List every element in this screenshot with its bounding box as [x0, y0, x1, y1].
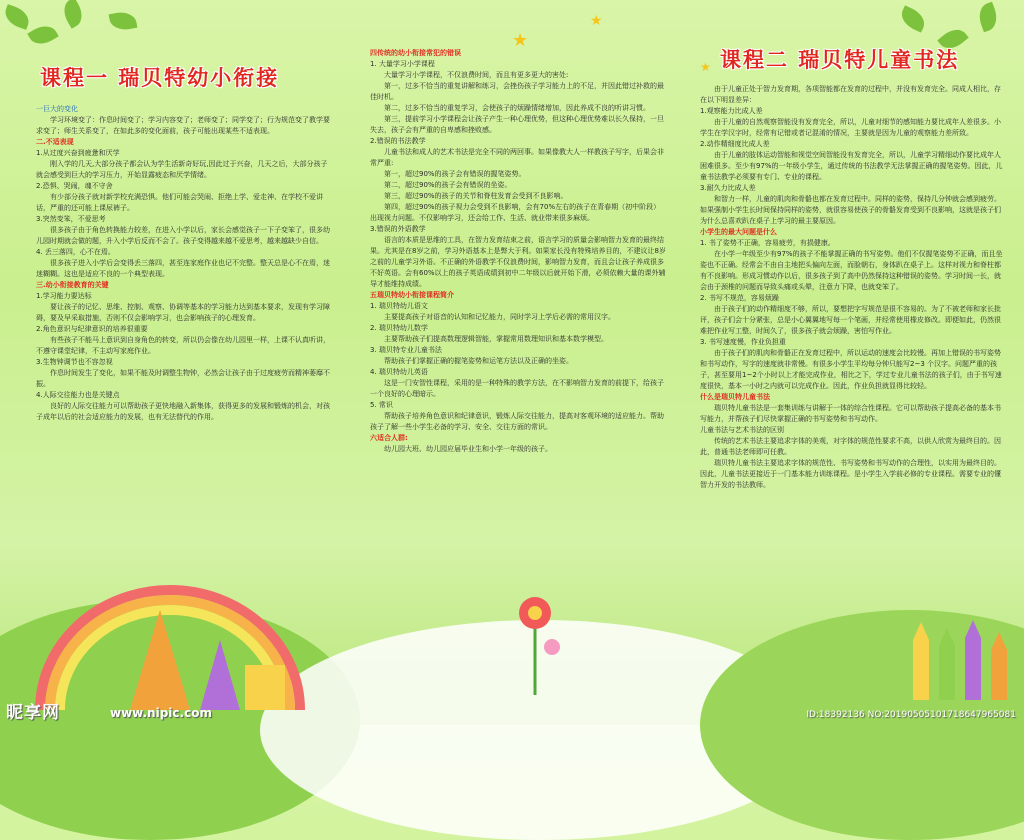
section-heading: 一巨大的变化: [36, 105, 78, 113]
section-heading: 六适合人群:: [370, 434, 408, 442]
paragraph: 2.恐惧、哭闹，魂不守舍: [36, 182, 113, 190]
paragraph: 第一，超过90%的孩子会有错误的握笔姿势。: [384, 170, 526, 178]
watermark-brand: 昵享网: [6, 703, 60, 723]
paragraph: 2.角色意识与纪律意识的培养很重要: [36, 325, 148, 333]
paragraph: 幼儿园大班、幼儿园应届毕业生和小学一年级的孩子。: [384, 445, 552, 453]
paragraph: 有少部分孩子就对新学校充满恐惧。他们可能会哭闹、拒绝上学、爱走神、在学校不爱讲话，严重的还可能上课尿裤子。: [36, 193, 323, 212]
paragraph: 1.观察能力比成人差: [700, 107, 763, 115]
section-heading: 二.不适表现: [36, 138, 74, 146]
paragraph: 1.学习能力要达标: [36, 292, 92, 300]
paragraph: 刚入学的几天,大部分孩子都会认为学生活新奇好玩,因此过于兴奋，几天之后，大部分孩子就会感受到巨大的学习压力，开始显露疲态和厌学情绪。: [36, 160, 328, 179]
left-panel: [0, 0, 340, 725]
paragraph: 大量学习小学课程，不仅浪费时间，而且有更多更大的害处:: [384, 71, 569, 79]
paragraph: 由于孩子们的动作精细度不够，所以，要想把字写规范是很不容易的。为了不被老师和家长批评，孩子们会十分紧张，总是小心翼翼地写每一个笔画，并经常使用橡皮修改。即便如此，仍然很难把作业写工整，时间久了，很多孩子就会烦躁，害怕写作业。: [700, 305, 1001, 335]
paragraph: 很多孩子由于角色转换能力较差，在进入小学以后，家长会感觉孩子一下子变笨了，很多幼儿园时期就会做的题，升入小学后反而不会了。孩子变得越来越不爱思考，越来越缺少自信。: [36, 226, 330, 245]
paragraph: 瑞贝特儿童书法主要追求字体的规范性、书写姿势和书写动作的合理性，以实用为最终目的。因此，儿童书法更接近于一门基本能力训练课程。是小学生入学前必修的专业课程。需要专业的懂智力开发的书法教师。: [700, 459, 1001, 489]
paragraph: 1. 书了姿势不正确，容易疲劳，有损健康。: [700, 239, 835, 247]
section-heading: 五瑞贝特幼小衔接课程简介: [370, 291, 454, 299]
paragraph: 第三，提前学习小学课程会让孩子产生一种心理优势，但这种心理优势难以长久保持，一旦失去，孩子会有严重的自卑感和挫败感。: [370, 115, 664, 134]
star-icon: ★: [512, 30, 529, 51]
paragraph: 良好的人际交往能力可以帮助孩子更快地融入新集体，获得更多的发展和锻炼的机会，对孩子成年以后的社会适应能力的发展，也有无法替代的作用。: [36, 402, 330, 421]
paragraph: 儿童书法和成人的艺术书法是完全不同的两回事。如果像教大人一样教孩子写字，后果会非常严重:: [370, 148, 664, 167]
paragraph: 3.耐久力比成人差: [700, 184, 756, 192]
paragraph: 4. 瑞贝特幼儿英语: [370, 368, 428, 376]
watermark-id: ID:18392136 NO:20190505101718647965081: [806, 710, 1016, 720]
section-heading: 什么是瑞贝特儿童书法: [700, 393, 770, 401]
paragraph: 3. 瑞贝特专业儿童书法: [370, 346, 442, 354]
paragraph: 1. 瑞贝特幼儿语文: [370, 302, 428, 310]
paragraph: 语言的本质是思维的工具，在智力发育结束之前，语言学习的质量会影响智力发育的最终结果。尤其是在8岁之前，学习外语基本上是弊大于利。如果家长没有特殊培养目的，不建议让8岁之前的儿童学习外语。不正确的外语教学不仅浪费时间，影响智力发育，而且会让孩子养成很多不好英语。会有60%以上的孩子英语成绩到初中二年级以后就开始下滑，必须依赖大量的课外辅导才能维持成绩。: [370, 236, 666, 288]
paragraph: 很多孩子进入小学后会变得丢三落四，甚至连家庭作业也记不完整。整天总是心不在焉，迷迷糊糊。这也是适应不良的一个典型表现。: [36, 259, 330, 278]
paragraph: 第三，超过90%的孩子的关节和脊柱发育会受到不良影响。: [384, 192, 568, 200]
paragraph: 和智力一样，儿童的肌肉和骨骼也都在发育过程中。同样的姿势，保持几分钟就会感到疲劳。如果强制小学生长时间保持同样的姿势，就很容易使孩子的骨骼发育受到不良影响，这就是孩子们为什么总喜欢趴在桌子上学习的最主要原因。: [700, 195, 1001, 225]
star-icon: ★: [590, 13, 603, 29]
paragraph: 儿童书法与艺术书法的区别: [700, 426, 784, 434]
paragraph: 由于儿童的肢体运动智能和视觉空间智能没有发育完全，所以，儿童学习精细动作要比成年人困难很多。至少有97%的一年级小学生，通过传统的书法教学无法掌握正确的握笔姿势。因此，儿童书法教学必须要有专门、专业的课程。: [700, 151, 1003, 181]
section-heading: 小学生的最大问题是什么: [700, 228, 777, 236]
paragraph: 3.突然变笨，不爱思考: [36, 215, 106, 223]
paragraph: 主要帮助孩子们提高数理逻辑智能，掌握常用数理知识和基本数学模型。: [384, 335, 608, 343]
course-one-title: 课程一 瑞贝特幼小衔接: [40, 65, 280, 90]
paragraph: 2.动作精细度比成人差: [700, 140, 770, 148]
paragraph: 由于孩子们的肌肉和骨骼正在发育过程中，所以运动的速度会比较慢。再加上错误的书写姿势和书写动作，写字的速度就非常慢。有很多小学生平均每分钟只能写2~3 个汉字。问题严重的孩子，甚至要用1~2个小时以上才能完成作业，相比之下，学过专业儿童书法的孩子们，由于书写速度很快，基本一小时之内就可以完成作业。因此，作业负担就显得比较轻。: [700, 349, 1002, 390]
course-two-title: 课程二 瑞贝特儿童书法: [720, 47, 960, 72]
paragraph: 在小学一年级至少有97%的孩子不能掌握正确的书写姿势。他们不仅握笔姿势不正确，而且坐姿也不正确。经常会不由自主地把头偏向左面，而脸朝右，身体趴在桌子上。这样对视力和脊柱都有不良影响。形成习惯动作以后，很多孩子到了高中仍然保持这种错误的姿势。学习时间一长，就会由于颈椎的问题而导致头痛或头晕，注意力下降，也就变笨了。: [700, 250, 1003, 291]
paragraph: 5. 常识: [370, 401, 393, 409]
paragraph: 作息时间发生了变化，如果不能及时调整生物钟，必然会让孩子由于过度疲劳而精神萎靡不振。: [36, 369, 330, 388]
right-panel-body: [700, 84, 1004, 491]
paragraph: 要让孩子的记忆、思维、控制、观察、协调等基本的学习能力达到基本要求，发现有学习障碍，要及早采取措施，否则不仅会影响学习，也会影响孩子的心理发育。: [36, 303, 330, 322]
paragraph: 1.从过度兴奋到疲惫和厌学: [36, 149, 120, 157]
paragraph: 由于儿童正处于智力发育期，各项智能都在发育的过程中，并没有发育完全。同成人相比，存在以下明显差异：: [700, 85, 1001, 104]
star-icon: ★: [700, 60, 711, 74]
paragraph: 帮助孩子们掌握正确的握笔姿势和运笔方法以及正确的坐姿。: [384, 357, 573, 365]
paragraph: 4. 丢三落四，心不在焉。: [36, 248, 115, 256]
watermark-url: www.nipic.com: [110, 706, 212, 720]
paragraph: 3. 书写速度慢，作业负担重: [700, 338, 786, 346]
paragraph: 第二，超过90%的孩子会有错误的坐姿。: [384, 181, 512, 189]
paragraph: 传统的艺术书法主要追求字体的美观，对字体的规范性要求不高，以供人欣赏为最终目的。因此，普通书法老师即可任教。: [700, 437, 1001, 456]
paragraph: 2.错误的书法教学: [370, 137, 426, 145]
paragraph: 2. 书写不规范，容易烦躁: [700, 294, 779, 302]
paragraph: 3.生物钟调节也不容忽视: [36, 358, 113, 366]
paragraph: 2. 瑞贝特幼儿数学: [370, 324, 428, 332]
paragraph: 这是一门安智性课程，采用的是一种特殊的教学方法，在不影响智力发育的前提下，给孩子一个良好的心理暗示。: [370, 379, 664, 398]
paragraph: 4.人际交往能力也是关键点: [36, 391, 120, 399]
middle-panel-body: [370, 48, 666, 455]
section-heading: 四传统的幼小衔接常犯的错误: [370, 49, 461, 57]
left-panel-body: [36, 104, 332, 423]
middle-panel: [340, 0, 680, 725]
paragraph: 瑞贝特儿童书法是一套集训练与讲解于一体的综合性课程。它可以帮助孩子提高必备的基本书写能力，并帮孩子们尽快掌握正确的书写姿势和书写动作。: [700, 404, 1001, 423]
paragraph: 第一，过多不恰当的重复讲解和练习，会挫伤孩子学习能力上的不足，并因此错过补救的最佳时机。: [370, 82, 664, 101]
paragraph: 主要提高孩子对语音的认知和记忆能力，同时学习上学后必需的常用汉字。: [384, 313, 615, 321]
paragraph: 3.错误的外语教学: [370, 225, 426, 233]
section-heading: 三.幼小衔接教育的关键: [36, 281, 109, 289]
right-panel: [680, 0, 1024, 725]
paragraph: 1. 大量学习小学课程: [370, 60, 435, 68]
paragraph: 学习环境变了：作息时间变了；学习内容变了；老师变了；同学变了；行为规范变了教学要求变了；师生关系变了，在如此多的变化面前，孩子可能出现某些不适表现。: [36, 116, 330, 135]
paragraph: 第二，过多不恰当的重复学习，会使孩子的烦躁情绪增加，因此养成不良的听讲习惯。: [384, 104, 650, 112]
paragraph: 帮助孩子培养角色意识和纪律意识，锻炼人际交往能力，提高对客观环境的适应能力。帮助孩子了解一些小学生必备的学习、安全、交往方面的常识。: [370, 412, 664, 431]
paragraph: 第四，超过90%的孩子视力会受到不良影响，会有70%左右的孩子在青春期（初中阶段）出现视力问题。不仅影响学习，还会给工作、生活、就业带来很多麻烦。: [370, 203, 661, 222]
watermark-bar: [0, 703, 1024, 725]
paragraph: 有些孩子不能马上意识到自身角色的转变，所以仍会像在幼儿园里一样，上课不认真听讲，不遵守课堂纪律，不主动写家庭作业。: [36, 336, 330, 355]
paragraph: 由于儿童的自然观察智能没有发育完全，所以，儿童对细节的感知能力要比成年人差很多。小学生在学汉字时，经常有记错或者记混淆的情况，主要就是因为儿童的观察能力差所致。: [700, 118, 1001, 137]
